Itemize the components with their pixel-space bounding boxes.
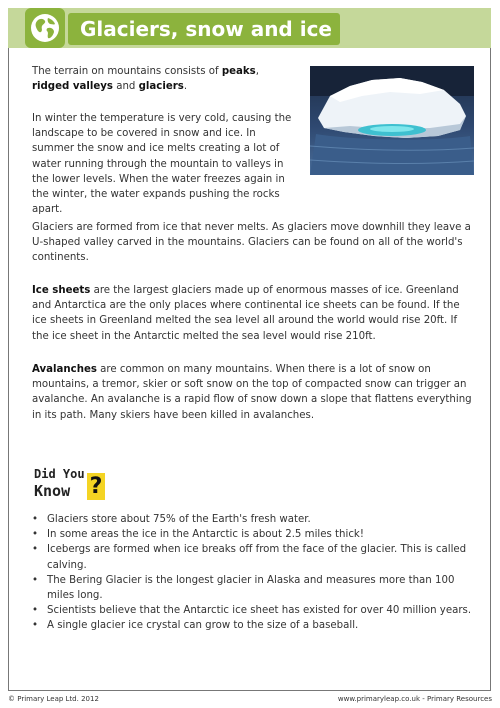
question-mark-icon: ? [87,473,105,500]
iceberg-photo [310,66,474,175]
page-title: Glaciers, snow and ice [68,13,340,45]
list-item: • A single glacier ice crystal can grow to the size of a baseball. [32,620,359,632]
did-you-know-heading-line1: Did You [34,467,85,481]
avalanches-term: Avalanches [32,364,97,375]
intro-paragraph-2: In winter the temperature is very cold, causing the landscape to be covered in snow and ice. In summer the snow and ice melts creating a lot of water running through the mountain to valleys in the lower levels. When the water freezes again in the winter, the water expands pushing the rocks apart. [32,113,292,216]
list-item: • In some areas the ice in the Antarctic is about 2.5 miles thick! [32,529,364,541]
ice-sheets-paragraph: Ice sheets are the largest glaciers made up of enormous masses of ice. Greenland and Antarctica are the only places where continental ice sheets can be found. If the ice sheets in Greenland melted the sea level all around the world would rise 20ft. If the ice sheet in the Antarctic melted the sea level would rise 210ft. [32,285,460,342]
did-you-know-heading-line2: Know [34,482,71,500]
facts-list [30,512,480,634]
list-item: • Icebergs are formed when ice breaks off from the face of the glacier. This is called calving. [32,544,467,571]
website-link[interactable]: www.primaryleap.co.uk - Primary Resources [337,695,492,703]
list-item: • Scientists believe that the Antarctic ice sheet has existed for over 40 million years. [32,605,472,617]
glaciers-paragraph: Glaciers are formed from ice that never melts. As glaciers move downhill they leave a U-shaped valley carved in the mountains. Glaciers can be found on all of the world's continents. [32,222,471,264]
copyright-text: © Primary Leap Ltd. 2012 [8,695,99,703]
intro-paragraph-1: The terrain on mountains consists of peaks, ridged valleys and glaciers. [32,66,259,93]
globe-icon [25,8,65,48]
list-item: • Glaciers store about 75% of the Earth's fresh water. [32,514,311,525]
list-item: • The Bering Glacier is the longest glacier in Alaska and measures more than 100 miles long. [32,574,455,602]
ice-sheets-term: Ice sheets [32,285,91,296]
avalanches-paragraph: Avalanches are common on many mountains. When there is a lot of snow on mountains, a tremor, skier or soft snow on the top of compacted snow can trigger an avalanche. An avalanche is a rapid flow of snow down a slope that flattens everything in its path. Many skiers have been killed in avalanches. [32,364,472,421]
